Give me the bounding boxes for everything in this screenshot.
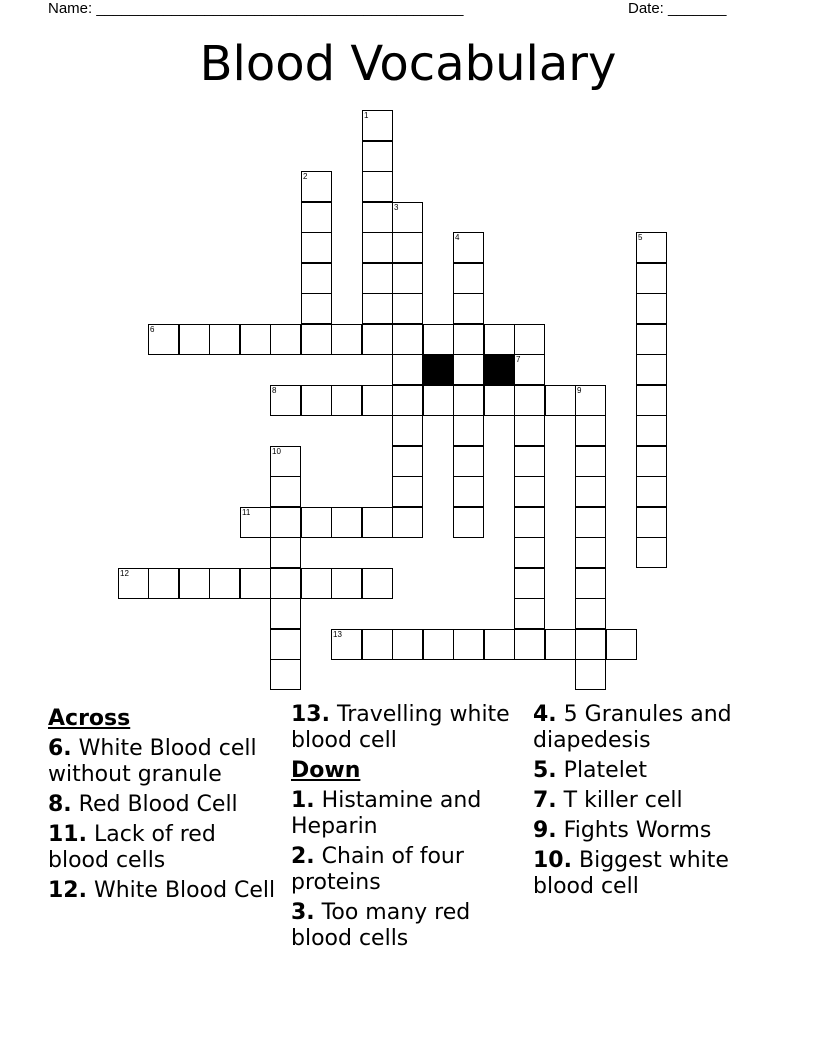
crossword-cell[interactable] bbox=[118, 568, 149, 599]
crossword-cell[interactable] bbox=[423, 324, 454, 355]
crossword-cell[interactable] bbox=[301, 232, 332, 263]
clue-number: 7. bbox=[533, 788, 557, 813]
crossword-cell[interactable] bbox=[392, 354, 423, 385]
crossword-cell[interactable] bbox=[392, 446, 423, 477]
crossword-cell[interactable] bbox=[423, 385, 454, 416]
crossword-block-cell bbox=[484, 354, 515, 385]
clue-number: 3. bbox=[291, 900, 315, 925]
clue-number: 6. bbox=[48, 736, 72, 761]
crossword-cell[interactable] bbox=[575, 598, 606, 629]
crossword-cell[interactable] bbox=[392, 629, 423, 660]
clue-down-10 bbox=[533, 848, 773, 900]
crossword-cell[interactable] bbox=[606, 629, 637, 660]
crossword-cell[interactable] bbox=[484, 324, 515, 355]
crossword-cell[interactable] bbox=[514, 415, 545, 446]
crossword-cell[interactable] bbox=[392, 202, 423, 233]
crossword-cell[interactable] bbox=[392, 263, 423, 294]
crossword-cell[interactable] bbox=[270, 446, 301, 477]
crossword-cell[interactable] bbox=[392, 476, 423, 507]
crossword-cell[interactable] bbox=[636, 537, 667, 568]
clue-number-label: 6 bbox=[150, 325, 155, 334]
crossword-cell[interactable] bbox=[392, 385, 423, 416]
crossword-cell[interactable] bbox=[240, 568, 271, 599]
crossword-cell[interactable] bbox=[270, 324, 301, 355]
crossword-cell[interactable] bbox=[423, 629, 454, 660]
clue-number: 12. bbox=[48, 878, 87, 903]
crossword-cell[interactable] bbox=[301, 202, 332, 233]
clue-down-5 bbox=[533, 758, 773, 784]
clue-text: Histamine and Heparin bbox=[291, 788, 482, 839]
clue-across-12 bbox=[48, 878, 278, 904]
crossword-cell[interactable] bbox=[392, 293, 423, 324]
crossword-cell[interactable] bbox=[636, 476, 667, 507]
clue-number: 9. bbox=[533, 818, 557, 843]
crossword-cell[interactable] bbox=[362, 507, 393, 538]
crossword-cell[interactable] bbox=[301, 568, 332, 599]
clue-number-label: 2 bbox=[303, 172, 308, 181]
crossword-cell[interactable] bbox=[362, 293, 393, 324]
crossword-cell[interactable] bbox=[636, 293, 667, 324]
crossword-cell[interactable] bbox=[270, 537, 301, 568]
crossword-cell[interactable] bbox=[270, 568, 301, 599]
clue-down-7 bbox=[533, 788, 773, 814]
crossword-cell[interactable] bbox=[301, 293, 332, 324]
crossword-cell[interactable] bbox=[362, 324, 393, 355]
crossword-cell[interactable] bbox=[362, 263, 393, 294]
clue-text: White Blood Cell bbox=[93, 878, 276, 903]
crossword-cell[interactable] bbox=[514, 446, 545, 477]
crossword-cell[interactable] bbox=[362, 171, 393, 202]
crossword-cell[interactable] bbox=[453, 476, 484, 507]
clue-number-label: 10 bbox=[272, 447, 281, 456]
crossword-cell[interactable] bbox=[270, 507, 301, 538]
crossword-cell[interactable] bbox=[636, 263, 667, 294]
crossword-cell[interactable] bbox=[575, 446, 606, 477]
crossword-cell[interactable] bbox=[240, 507, 271, 538]
crossword-cell[interactable] bbox=[514, 354, 545, 385]
crossword-cell[interactable] bbox=[362, 141, 393, 172]
clue-text: Travelling white blood cell bbox=[291, 702, 510, 753]
clue-down-1 bbox=[291, 788, 526, 840]
clues-column-3 bbox=[533, 702, 773, 900]
crossword-cell[interactable] bbox=[636, 385, 667, 416]
crossword-cell[interactable] bbox=[301, 171, 332, 202]
crossword-cell[interactable] bbox=[453, 354, 484, 385]
crossword-cell[interactable] bbox=[453, 324, 484, 355]
crossword-cell[interactable] bbox=[453, 385, 484, 416]
name-field-label: Name: ____________________________________________ bbox=[48, 0, 464, 17]
clue-number-label: 8 bbox=[272, 386, 277, 395]
clue-number: 1. bbox=[291, 788, 315, 813]
crossword-cell[interactable] bbox=[301, 263, 332, 294]
clue-number-label: 12 bbox=[120, 569, 129, 578]
crossword-cell[interactable] bbox=[514, 629, 545, 660]
clue-text: White Blood cell without granule bbox=[48, 736, 257, 787]
page-title: Blood Vocabulary bbox=[199, 36, 617, 92]
crossword-cell[interactable] bbox=[270, 476, 301, 507]
crossword-cell[interactable] bbox=[331, 385, 362, 416]
crossword-cell[interactable] bbox=[392, 415, 423, 446]
crossword-cell[interactable] bbox=[179, 568, 210, 599]
crossword-cell[interactable] bbox=[636, 446, 667, 477]
across-heading: Across bbox=[48, 706, 131, 731]
clue-text: Too many red blood cells bbox=[291, 900, 471, 951]
clue-down-4 bbox=[533, 702, 773, 754]
crossword-cell[interactable] bbox=[514, 324, 545, 355]
clue-number: 10. bbox=[533, 848, 572, 873]
crossword-cell[interactable] bbox=[453, 293, 484, 324]
clue-number: 13. bbox=[291, 702, 330, 727]
crossword-cell[interactable] bbox=[575, 537, 606, 568]
clue-down-2 bbox=[291, 844, 526, 896]
crossword-cell[interactable] bbox=[636, 354, 667, 385]
crossword-cell[interactable] bbox=[636, 324, 667, 355]
crossword-cell[interactable] bbox=[270, 385, 301, 416]
crossword-cell[interactable] bbox=[392, 232, 423, 263]
crossword-cell[interactable] bbox=[270, 659, 301, 690]
crossword-cell[interactable] bbox=[575, 659, 606, 690]
clues-column-1 bbox=[48, 702, 278, 904]
clue-number: 5. bbox=[533, 758, 557, 783]
crossword-cell[interactable] bbox=[331, 629, 362, 660]
date-field-label: Date: _______ bbox=[628, 0, 727, 17]
crossword-cell[interactable] bbox=[636, 232, 667, 263]
crossword-cell[interactable] bbox=[575, 507, 606, 538]
crossword-cell[interactable] bbox=[545, 385, 576, 416]
crossword-cell[interactable] bbox=[636, 415, 667, 446]
crossword-cell[interactable] bbox=[240, 324, 271, 355]
crossword-cell[interactable] bbox=[636, 507, 667, 538]
clue-text: Fights Worms bbox=[563, 818, 712, 843]
crossword-cell[interactable] bbox=[362, 629, 393, 660]
crossword-cell[interactable] bbox=[301, 324, 332, 355]
crossword-cell[interactable] bbox=[514, 598, 545, 629]
clue-number-label: 13 bbox=[333, 630, 342, 639]
clue-text: 5 Granules and diapedesis bbox=[533, 702, 732, 753]
clue-text: T killer cell bbox=[563, 788, 683, 813]
crossword-cell[interactable] bbox=[575, 568, 606, 599]
crossword-cell[interactable] bbox=[301, 385, 332, 416]
crossword-cell[interactable] bbox=[392, 324, 423, 355]
clue-number: 8. bbox=[48, 792, 72, 817]
clue-number: 11. bbox=[48, 822, 87, 847]
clue-number-label: 7 bbox=[516, 355, 521, 364]
crossword-cell[interactable] bbox=[514, 537, 545, 568]
crossword-cell[interactable] bbox=[362, 202, 393, 233]
clue-down-9 bbox=[533, 818, 773, 844]
crossword-cell[interactable] bbox=[209, 324, 240, 355]
clue-text: Platelet bbox=[563, 758, 647, 783]
crossword-cell[interactable] bbox=[484, 385, 515, 416]
crossword-cell[interactable] bbox=[514, 476, 545, 507]
clue-number-label: 3 bbox=[394, 203, 399, 212]
crossword-cell[interactable] bbox=[453, 507, 484, 538]
crossword-cell[interactable] bbox=[575, 629, 606, 660]
clue-number-label: 1 bbox=[364, 111, 369, 120]
crossword-cell[interactable] bbox=[209, 568, 240, 599]
clue-number: 4. bbox=[533, 702, 557, 727]
clue-text: Red Blood Cell bbox=[78, 792, 238, 817]
clue-across-8 bbox=[48, 792, 278, 818]
clue-number-label: 4 bbox=[455, 233, 460, 242]
crossword-cell[interactable] bbox=[362, 232, 393, 263]
clue-text: Lack of red blood cells bbox=[48, 822, 216, 873]
clues-column-2 bbox=[291, 702, 526, 952]
crossword-cell[interactable] bbox=[545, 629, 576, 660]
crossword-cell[interactable] bbox=[270, 629, 301, 660]
crossword-cell[interactable] bbox=[362, 110, 393, 141]
crossword-cell[interactable] bbox=[148, 568, 179, 599]
crossword-cell[interactable] bbox=[362, 568, 393, 599]
crossword-cell[interactable] bbox=[453, 232, 484, 263]
clue-across-13 bbox=[291, 702, 526, 754]
crossword-cell[interactable] bbox=[453, 263, 484, 294]
crossword-cell[interactable] bbox=[362, 385, 393, 416]
crossword-cell[interactable] bbox=[453, 415, 484, 446]
crossword-cell[interactable] bbox=[148, 324, 179, 355]
crossword-cell[interactable] bbox=[453, 629, 484, 660]
clue-text: Biggest white blood cell bbox=[533, 848, 729, 899]
clue-text: Chain of four proteins bbox=[291, 844, 464, 895]
clue-across-11 bbox=[48, 822, 278, 874]
crossword-block-cell bbox=[423, 354, 454, 385]
crossword-cell[interactable] bbox=[575, 415, 606, 446]
crossword-cell[interactable] bbox=[575, 476, 606, 507]
crossword-cell[interactable] bbox=[484, 629, 515, 660]
crossword-cell[interactable] bbox=[270, 598, 301, 629]
crossword-cell[interactable] bbox=[179, 324, 210, 355]
crossword-cell[interactable] bbox=[514, 507, 545, 538]
crossword-cell[interactable] bbox=[331, 568, 362, 599]
clue-number-label: 9 bbox=[577, 386, 582, 395]
crossword-cell[interactable] bbox=[331, 324, 362, 355]
crossword-cell[interactable] bbox=[331, 507, 362, 538]
crossword-cell[interactable] bbox=[392, 507, 423, 538]
clue-across-6 bbox=[48, 736, 278, 788]
crossword-cell[interactable] bbox=[514, 568, 545, 599]
clue-number-label: 11 bbox=[242, 508, 251, 517]
crossword-cell[interactable] bbox=[514, 385, 545, 416]
crossword-cell[interactable] bbox=[575, 385, 606, 416]
crossword-cell[interactable] bbox=[301, 507, 332, 538]
crossword-cell[interactable] bbox=[453, 446, 484, 477]
clue-down-3 bbox=[291, 900, 526, 952]
down-heading: Down bbox=[291, 758, 361, 783]
clue-number: 2. bbox=[291, 844, 315, 869]
clue-number-label: 5 bbox=[638, 233, 643, 242]
